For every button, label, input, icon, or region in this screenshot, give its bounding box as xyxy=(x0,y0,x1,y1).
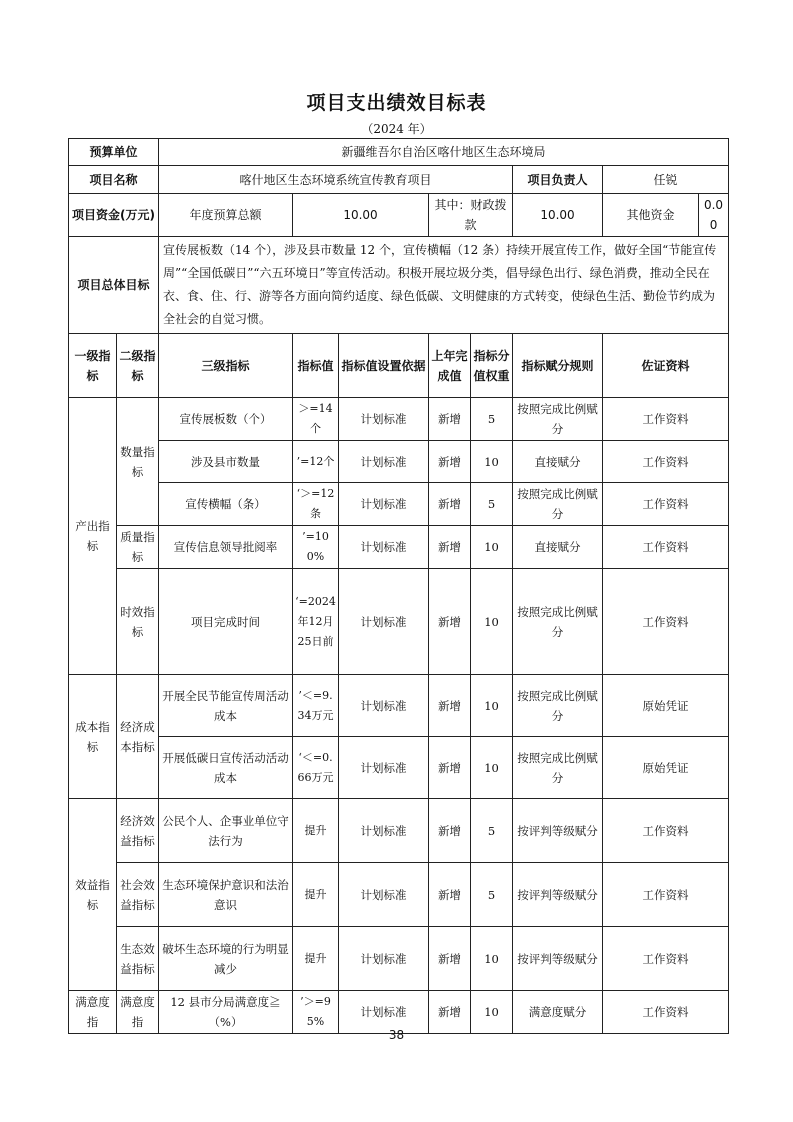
indicator-rule: 直接赋分 xyxy=(513,526,603,569)
indicator-rule: 按照完成比例赋分 xyxy=(513,483,603,526)
indicator-evidence: 原始凭证 xyxy=(603,675,729,737)
page-number: 38 xyxy=(388,1028,405,1042)
indicator-basis: 计划标准 xyxy=(339,569,429,675)
indicator-basis: 计划标准 xyxy=(339,863,429,927)
funds-label: 项目资金(万元) xyxy=(69,194,159,237)
unit-value: 新疆维吾尔自治区喀什地区生态环境局 xyxy=(159,139,729,166)
goal-label: 项目总体目标 xyxy=(69,237,159,334)
indicator-evidence: 原始凭证 xyxy=(603,737,729,799)
indicator-rule: 按照完成比例赋分 xyxy=(513,398,603,441)
annual-budget-value: 10.00 xyxy=(293,194,429,237)
indicator-last: 新增 xyxy=(429,526,471,569)
indicator-value: ’＞=95% xyxy=(293,991,339,1034)
table-row xyxy=(69,483,729,526)
indicator-last: 新增 xyxy=(429,483,471,526)
indicator-rule: 按评判等级赋分 xyxy=(513,863,603,927)
indicator-value: ’=100% xyxy=(293,526,339,569)
fiscal-value: 10.00 xyxy=(513,194,603,237)
indicator-basis: 计划标准 xyxy=(339,483,429,526)
header-rule: 指标赋分规则 xyxy=(513,334,603,398)
indicator-value: 提升 xyxy=(293,799,339,863)
group-economic-benefit: 经济效益指标 xyxy=(117,799,159,863)
table-row xyxy=(69,569,729,675)
indicator-weight: 5 xyxy=(471,863,513,927)
indicator-evidence: 工作资料 xyxy=(603,991,729,1034)
indicator-last: 新增 xyxy=(429,441,471,483)
table-row xyxy=(69,398,729,441)
goal-row xyxy=(69,237,729,334)
indicator-weight: 10 xyxy=(471,927,513,991)
header-evidence: 佐证资料 xyxy=(603,334,729,398)
header-weight: 指标分值权重 xyxy=(471,334,513,398)
indicator-evidence: 工作资料 xyxy=(603,526,729,569)
indicator-evidence: 工作资料 xyxy=(603,927,729,991)
group-timeliness: 时效指标 xyxy=(117,569,159,675)
performance-table xyxy=(68,138,729,1034)
header-row xyxy=(69,334,729,398)
table-row xyxy=(69,441,729,483)
indicator-weight: 5 xyxy=(471,483,513,526)
indicator-weight: 10 xyxy=(471,441,513,483)
unit-row xyxy=(69,139,729,166)
indicator-name: 涉及县市数量 xyxy=(159,441,293,483)
indicator-name: 宣传信息领导批阅率 xyxy=(159,526,293,569)
indicator-evidence: 工作资料 xyxy=(603,398,729,441)
indicator-weight: 10 xyxy=(471,526,513,569)
indicator-last: 新增 xyxy=(429,927,471,991)
page-title: 项目支出绩效目标表 xyxy=(306,92,487,114)
group-output: 产出指标 xyxy=(69,398,117,675)
indicator-weight: 5 xyxy=(471,799,513,863)
indicator-value: ＞=14个 xyxy=(293,398,339,441)
indicator-rule: 按照完成比例赋分 xyxy=(513,569,603,675)
table-row xyxy=(69,863,729,927)
indicator-evidence: 工作资料 xyxy=(603,799,729,863)
indicator-basis: 计划标准 xyxy=(339,398,429,441)
project-row xyxy=(69,166,729,194)
indicator-value: ’=12个 xyxy=(293,441,339,483)
indicator-name: 项目完成时间 xyxy=(159,569,293,675)
indicator-value: ‘＞=12 条 xyxy=(293,483,339,526)
indicator-last: 新增 xyxy=(429,863,471,927)
indicator-name: 开展全民节能宣传周活动成本 xyxy=(159,675,293,737)
indicator-name: 12 县市分局满意度≧（%） xyxy=(159,991,293,1034)
header-basis: 指标值设置依据 xyxy=(339,334,429,398)
indicator-value: ‘＜=0.66万元 xyxy=(293,737,339,799)
indicator-last: 新增 xyxy=(429,569,471,675)
indicator-evidence: 工作资料 xyxy=(603,483,729,526)
indicator-name: 生态环境保护意识和法治意识 xyxy=(159,863,293,927)
indicator-last: 新增 xyxy=(429,799,471,863)
indicator-basis: 计划标准 xyxy=(339,441,429,483)
indicator-weight: 5 xyxy=(471,398,513,441)
group-cost: 成本指标 xyxy=(69,675,117,799)
indicator-name: 公民个人、企事业单位守法行为 xyxy=(159,799,293,863)
project-label: 项目名称 xyxy=(69,166,159,194)
indicator-last: 新增 xyxy=(429,398,471,441)
indicator-basis: 计划标准 xyxy=(339,526,429,569)
table-row xyxy=(69,675,729,737)
indicator-weight: 10 xyxy=(471,737,513,799)
indicator-evidence: 工作资料 xyxy=(603,863,729,927)
indicator-weight: 10 xyxy=(471,569,513,675)
group-social-benefit: 社会效益指标 xyxy=(117,863,159,927)
group-satisfaction: 满意度指 xyxy=(69,991,117,1034)
group-satisfaction-level2: 满意度指 xyxy=(117,991,159,1034)
other-funds-label: 其他资金 xyxy=(603,194,699,237)
indicator-name: 宣传横幅（条） xyxy=(159,483,293,526)
table-row xyxy=(69,927,729,991)
indicator-rule: 按评判等级赋分 xyxy=(513,927,603,991)
owner-value: 任锐 xyxy=(603,166,729,194)
indicator-evidence: 工作资料 xyxy=(603,569,729,675)
indicator-last: 新增 xyxy=(429,675,471,737)
indicator-name: 破坏生态环境的行为明显减少 xyxy=(159,927,293,991)
table-row xyxy=(69,526,729,569)
indicator-rule: 按照完成比例赋分 xyxy=(513,675,603,737)
indicator-name: 宣传展板数（个） xyxy=(159,398,293,441)
fiscal-label: 其中：财政拨款 xyxy=(429,194,513,237)
header-value: 指标值 xyxy=(293,334,339,398)
group-quantity: 数量指标 xyxy=(117,398,159,526)
indicator-rule: 按评判等级赋分 xyxy=(513,799,603,863)
funds-row xyxy=(69,194,729,237)
indicator-value: 提升 xyxy=(293,863,339,927)
indicator-rule: 直接赋分 xyxy=(513,441,603,483)
other-funds-value: 0.00 xyxy=(699,194,729,237)
indicator-basis: 计划标准 xyxy=(339,927,429,991)
header-level2: 二级指标 xyxy=(117,334,159,398)
header-level3: 三级指标 xyxy=(159,334,293,398)
header-last-year: 上年完成值 xyxy=(429,334,471,398)
indicator-weight: 10 xyxy=(471,675,513,737)
header-level1: 一级指标 xyxy=(69,334,117,398)
indicator-value: ’＜=9.34万元 xyxy=(293,675,339,737)
indicator-value: ‘=2024年12月25日前 xyxy=(293,569,339,675)
indicator-rule: 按照完成比例赋分 xyxy=(513,737,603,799)
indicator-rule: 满意度赋分 xyxy=(513,991,603,1034)
indicator-value: 提升 xyxy=(293,927,339,991)
indicator-last: 新增 xyxy=(429,737,471,799)
group-eco-benefit: 生态效益指标 xyxy=(117,927,159,991)
annual-budget-label: 年度预算总额 xyxy=(159,194,293,237)
table-row xyxy=(69,799,729,863)
group-quality: 质量指标 xyxy=(117,526,159,569)
unit-label: 预算单位 xyxy=(69,139,159,166)
group-benefit: 效益指标 xyxy=(69,799,117,991)
owner-label: 项目负责人 xyxy=(513,166,603,194)
group-economic-cost: 经济成本指标 xyxy=(117,675,159,799)
indicator-weight: 10 xyxy=(471,991,513,1034)
indicator-basis: 计划标准 xyxy=(339,737,429,799)
indicator-basis: 计划标准 xyxy=(339,675,429,737)
indicator-last: 新增 xyxy=(429,991,471,1034)
year-subtitle: （2024 年） xyxy=(361,122,432,136)
project-value: 喀什地区生态环境系统宣传教育项目 xyxy=(159,166,513,194)
indicator-basis: 计划标准 xyxy=(339,799,429,863)
indicator-name: 开展低碳日宣传活动活动成本 xyxy=(159,737,293,799)
indicator-evidence: 工作资料 xyxy=(603,441,729,483)
table-row xyxy=(69,737,729,799)
indicator-basis: 计划标准 xyxy=(339,991,429,1034)
goal-text: 宣传展板数（14 个），涉及县市数量 12 个，宣传横幅（12 条）持续开展宣传工作，做好全国“节能宣传周”“全国低碳日”“六五环境日”等宣传活动。积极开展垃圾分类，倡导绿色出行、绿色消费，推动全民在衣、食、住、行、游等各方面向简约适度、绿色低碳、文明健康的方式转变，使绿色生活、勤俭节约成为全社会的自觉习惯。 xyxy=(159,237,729,334)
